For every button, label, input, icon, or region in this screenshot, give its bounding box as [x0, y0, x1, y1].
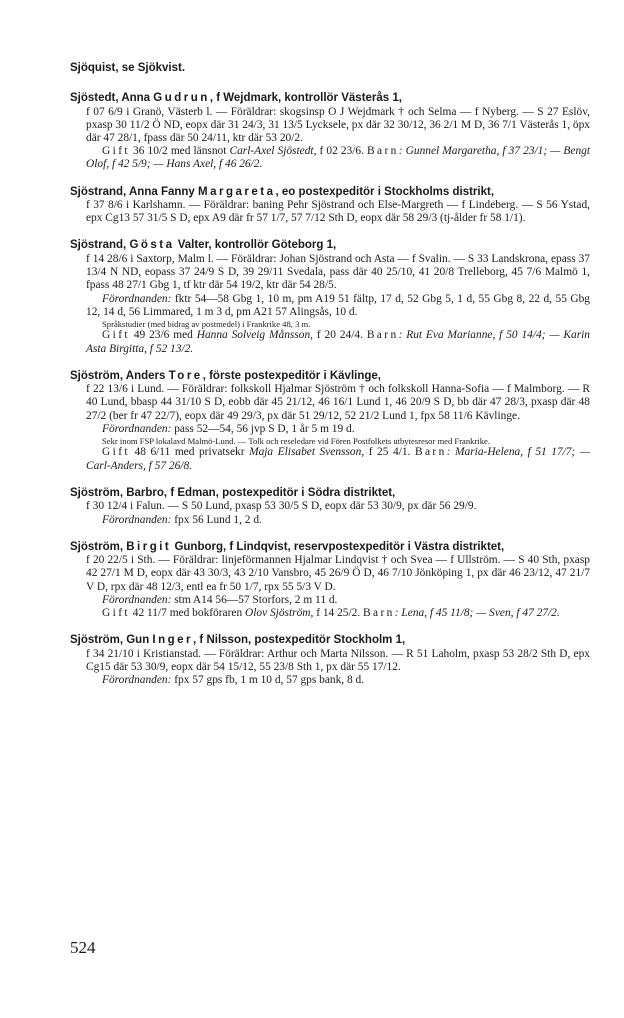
appointments-line: Förordnanden: pass 52—54, 56 jvp S D, 1 år 5 m 19 d. [102, 422, 355, 435]
appointments-line: Förordnanden: stm A14 56—57 Storfors, 2 m 11 d. [102, 593, 338, 606]
extra-note: Sekr inom FSP lokalavd Malmö-Lund. — Tolk och reseledare vid Fören Postfolkets utbytesresor med Frankrike. [102, 436, 490, 447]
appointments-line: Förordnanden: fpx 56 Lund 1, 2 d. [102, 513, 262, 526]
entry-heading: Sjöström, Gun Inger, f Nilsson, postexpeditör Stockholm 1, [70, 634, 406, 647]
entry-body: f 34 21/10 i Kristianstad. — Föräldrar: Arthur och Marta Nilsson. — R 51 Laholm, pxasp 53 28/2 Sth D, epx Cg15 där 53 30/9, eopx där 54 15/12, 55 23/8 Sth 1, px där 55 17/12. [86, 647, 590, 673]
document-page [70, 62, 590, 701]
entry-body: f 20 22/5 i Sth. — Föräldrar: linjeförmannen Hjalmar Lindqvist † och Svea — f Ullström. — S 40 Sth, pxasp 42 27/1 M D, eopx där 43 30/3, 43 2/10 Vansbro, 45 26/9 Ö D, 46 7/10 Jönköping 1, px där 46 23/12, 47 21/7 V D, rpx där 48 12/3, entl ea fr 50 1/7, rpx 55 5/3 V D. [86, 554, 590, 593]
marriage-line: Gift 42 11/7 med bokföraren Olov Sjöström, f 14 25/2. Barn: Lena, f 45 11/8; — Sven, f 47 27/2. [102, 607, 560, 620]
entry-heading: Sjöstrand, Anna Fanny Margareta, eo postexpeditör i Stockholms distrikt, [70, 185, 495, 198]
appointments-line: Förordnanden: fpx 57 gps fb, 1 m 10 d, 57 gps bank, 8 d. [102, 674, 365, 687]
entry [70, 541, 590, 621]
appointments-line: Förordnanden: fktr 54—58 Gbg 1, 10 m, pm A19 51 fältp, 17 d, 52 Gbg 5, 1 d, 55 Gbg 8, 22 d, 55 Gbg 12, 14 d, 56 Limmared, 1 m 3 d, pm A21 57 Alingsås, 10 d. [86, 292, 590, 318]
entry [70, 487, 590, 527]
entry [70, 186, 590, 226]
entry [70, 92, 590, 172]
cross-reference: Sjöquist, se Sjökvist. [70, 62, 186, 74]
entry-heading: Sjöström, Barbro, f Edman, postexpeditör i Södra distriktet, [70, 486, 396, 499]
entry-heading: Sjöström, Anders Tore, förste postexpeditör i Kävlinge, [70, 369, 381, 382]
entry [70, 634, 590, 687]
entry-body: f 30 12/4 i Falun. — S 50 Lund, pxasp 53 30/5 S D, eopx där 53 30/9, px där 56 29/9. [86, 500, 477, 513]
entry-heading: Sjöström, Birgit Gunborg, f Lindqvist, reservpostexpeditör i Västra distriktet, [70, 540, 505, 553]
entry-heading: Sjöstedt, Anna Gudrun, f Wejdmark, kontrollör Västerås 1, [70, 92, 402, 104]
marriage-line: Gift 48 6/11 med privatsekr Maja Elisabet Svensson, f 25 4/1. Barn: Maria-Helena, f 51 17/7; — Carl-Anders, f 57 26/8. [86, 446, 590, 472]
entry [70, 239, 590, 355]
extra-note: Språkstudier (med bidrag av postmedel) i Frankrike 48, 3 m. [102, 318, 311, 329]
entry-body: f 07 6/9 i Granö, Västerb l. — Föräldrar: skogsinsp O J Wejdmark † och Selma — f Nyberg. — S 27 Eslöv, pxasp 30 11/2 Ö ND, eopx där 31 24/3, 31 13/5 Lycksele, px där 32 30/12, 36 2/1 M D, 36 7/1 Västerås 1, öpx där 47 28/1, fpass där 50 24/11, ktr där 53 20/2. [86, 105, 590, 144]
marriage-line: Gift 49 23/6 med Hanna Solveig Månsson, f 20 24/4. Barn: Rut Eva Marianne, f 50 14/4; — Karin Asta Birgitta, f 52 13/2. [86, 329, 590, 355]
entry-heading: Sjöstrand, Gösta Valter, kontrollör Göteborg 1, [70, 239, 337, 252]
page-number: 524 [70, 938, 96, 957]
entry [70, 370, 590, 473]
entry-body: f 14 28/6 i Saxtorp, Malm l. — Föräldrar: Johan Sjöstrand och Asta — f Svalin. — S 33 Landskrona, epass 37 13/4 N ND, eopass 37 24/9 S D, 39 29/11 Svedala, pass där 40 25/10, 41 20/8 Trelleborg, 45 7/6 Malmö 1, fpass 48 27/1 Gbg 1, tf ktr där 54 19/2, ktr där 54 28/5. [86, 252, 590, 292]
entry-body: f 37 8/6 i Karlshamn. — Föräldrar: baning Pehr Sjöstrand och Else-Margreth — f Lindeberg. — S 56 Ystad, epx Cg13 57 31/5 S D, epx A9 där fr 57 1/7, 57 7/12 Sth D, eopx där 58 29/3 (tj-ålder fr 58 1/1). [86, 199, 590, 225]
entry-body: f 22 13/6 i Lund. — Föräldrar: folkskoll Hjalmar Sjöström † och folkskoll Hanna-Sofia — f Malmborg. — R 40 Lund, bbasp 44 31/10 S D, eobb där 45 21/12, 46 16/1 Lund 1, 46 20/9 S D, bb där 47 28/3, pxasp där 48 27/2 (ber fr 47 22/7), eopx där 49 29/3, px där 51 29/12, 52 21/2 Lund 1, fpx 58 11/6 Kävlinge. [86, 383, 590, 422]
marriage-line: Gift 36 10/2 med länsnot Carl-Axel Sjöstedt, f 02 23/6. Barn: Gunnel Margaretha, f 37 23/1; — Bengt Olof, f 42 5/9; — Hans Axel, f 46 26/2. [86, 145, 590, 171]
